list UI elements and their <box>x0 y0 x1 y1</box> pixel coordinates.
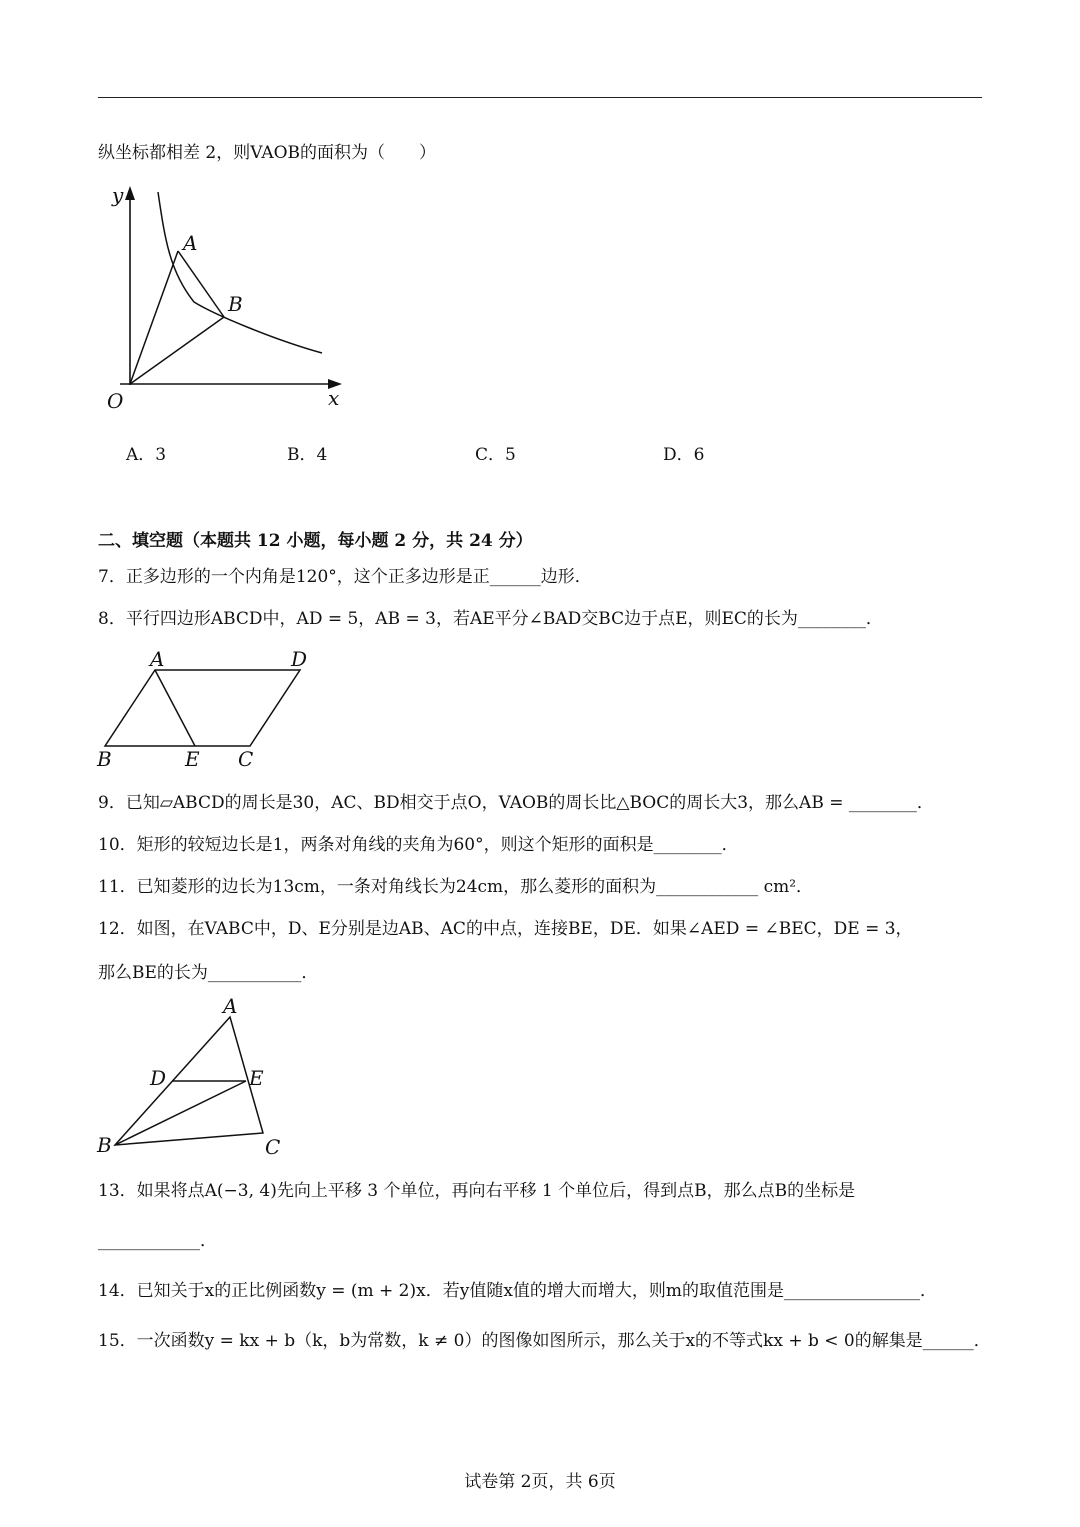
question-8: 8．平行四边形ABCD中，AD = 5，AB = 3，若AE平分∠BAD交BC边于点E，则EC的长为________． <box>98 609 883 629</box>
question-10: 10．矩形的较短边长是1，两条对角线的夹角为60°，则这个矩形的面积是________． <box>98 835 739 855</box>
q6-segment-ob <box>130 317 224 384</box>
q8-label-e: E <box>185 747 200 771</box>
section-2-title: 二、填空题（本题共 12 小题，每小题 2 分，共 24 分） <box>98 531 533 551</box>
q8-parallelogram <box>105 670 300 746</box>
question-15: 15．一次函数y = kx + b（k，b为常数，k ≠ 0）的图像如图所示，那么关于x的不等式kx + b < 0的解集是______． <box>98 1331 991 1351</box>
page-footer: 试卷第 2页，共 6页 <box>464 1472 616 1492</box>
q6-segment-oa <box>130 251 178 384</box>
q12-label-b: B <box>97 1133 112 1157</box>
question-9: 9．已知▱ABCD的周长是30，AC、BD相交于点O，VAOB的周长比△BOC的周长大3，那么AB = ________． <box>98 793 934 813</box>
q6-option-d: D．6 <box>663 445 705 465</box>
q12-label-e: E <box>249 1066 264 1090</box>
question-12-line-1: 12．如图，在VABC中，D、E分别是边AB、AC的中点，连接BE，DE．如果∠AED = ∠BEC，DE = 3， <box>98 919 913 939</box>
q8-label-b: B <box>97 747 112 771</box>
question-13-line-2: ____________． <box>98 1231 217 1251</box>
q6-y-arrow <box>125 186 135 200</box>
q6-label-a: A <box>183 231 198 255</box>
q8-segment-ae <box>155 670 195 746</box>
q12-label-a: A <box>223 994 238 1018</box>
q6-hyperbola-curve <box>158 192 322 353</box>
q6-option-a: A．3 <box>126 445 167 465</box>
q8-label-d: D <box>291 647 308 671</box>
q8-label-c: C <box>238 747 254 771</box>
q6-segment-ab <box>178 251 224 317</box>
q6-hyperbola-figure <box>90 180 360 420</box>
question-14: 14．已知关于x的正比例函数y = (m + 2)x．若y值随x值的增大而增大，则m的取值范围是________________． <box>98 1281 938 1301</box>
q12-label-c: C <box>265 1135 281 1159</box>
header-rule <box>98 97 982 98</box>
question-13-line-1: 13．如果将点A(−3, 4)先向上平移 3 个单位，再向右平移 1 个单位后，得到点B，那么点B的坐标是 <box>98 1181 856 1201</box>
q6-option-b: B．4 <box>287 445 328 465</box>
q6-option-c: C．5 <box>475 445 516 465</box>
q6-label-y: y <box>112 183 124 207</box>
question-7: 7．正多边形的一个内角是120°，这个正多边形是正______边形． <box>98 567 592 587</box>
q12-triangle-figure <box>95 995 295 1160</box>
q8-label-a: A <box>150 647 165 671</box>
q8-parallelogram-figure <box>95 648 325 773</box>
q6-label-b: B <box>228 292 243 316</box>
q6-label-o: O <box>107 389 124 413</box>
question-12-line-2: 那么BE的长为___________． <box>98 963 319 983</box>
q6-stem-tail: 纵坐标都相差 2，则VAOB的面积为（ ） <box>98 143 437 163</box>
question-11: 11．已知菱形的边长为13cm，一条对角线长为24cm，那么菱形的面积为____________ cm²． <box>98 877 814 897</box>
q6-label-x: x <box>328 386 340 410</box>
q12-label-d: D <box>150 1066 167 1090</box>
